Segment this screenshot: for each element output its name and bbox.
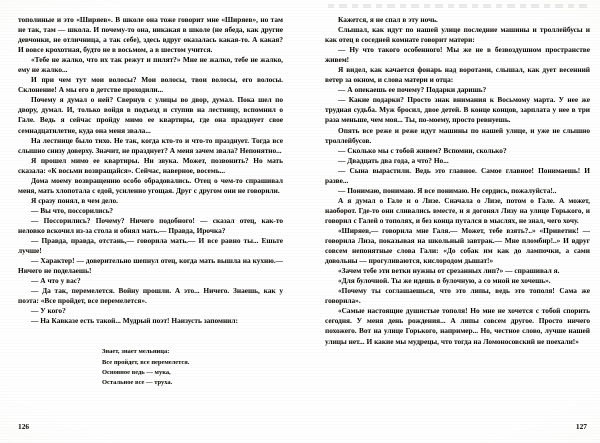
verse-line: Знает, знает мельница:	[102, 348, 170, 356]
paragraph: На лестнице было тихо. Не так, когда кто-то и что-то празднует. Тогда все слышно снизу доверху. Значит, не празднует? А меня зачем звала? Непонятно...	[18, 135, 283, 155]
right-page-text-column	[325, 15, 590, 347]
page-number-left: 126	[18, 422, 30, 431]
paragraph: Кажется, я не спал в эту ночь.	[338, 15, 438, 24]
paragraph: Я сразу понял, в чем дело.	[31, 195, 118, 205]
paragraph: «Тебе не жалко, что их так режут и пилят?» Мне не жалко, тебе не жалко, ему не жалко...	[18, 55, 283, 75]
paragraph: Дома моему возвращению особо обрадовались. Отец о чем-то спрашивал меня, мать хлопотала с едой, усиленно угощая. Друг с другом они не говорили.	[18, 175, 283, 195]
page-number-right: 127	[575, 422, 587, 431]
verse-line: Все пройдет, все перемелется.	[102, 358, 190, 366]
paragraph: Почему я думал о ней? Свернув с улицы во двор, думал. Пока шел по двору, думал. И, только войдя в подъезд и ступив на лестницу, вспомнил о Гале. Ведь я сейчас пройду мимо ее квартиры, где она празднует свое семнадцатилетие, куда она меня звала...	[18, 95, 283, 135]
dialogue-line: — Правда, правда, отстань,— говорила мать.— И все равно ты... Ешьте лучше!	[18, 236, 283, 256]
dialogue-line: — Понимаю, понимаю. Я все понимаю. Не сердись, пожалуйста!..	[338, 185, 557, 195]
left-page-text-column	[18, 15, 283, 389]
paragraph: «Зачем тебе эти ветки нужны от срезанных лип?» — спрашивал я.	[338, 266, 560, 276]
paragraph: И при чем тут мои волосы? Мои волосы, твои волосы, его волосы. Склонение! А мы его в детстве проходили...	[18, 75, 283, 95]
paragraph: тополиные и это «Ширяев». В школе она тоже говорит мне «Ширяев», но там не так, там — школа. И почему-то она, никакая в школе (не ябеда, как другие девчонки, не отличница, а так себе), здесь вдруг оказалась какая-то. А какая? И вовсе крохотная, будто не в восьмом, а в шестом учится.	[18, 15, 283, 55]
verse-line: Остальное все — труха.	[102, 379, 173, 387]
paragraph: «Почему ты соглашаешься, что это липы, ведь это тополя! Сама же говорила».	[325, 286, 590, 306]
paragraph: Я прошел мимо ее квартиры. Ни звука. Может, позвонить? Но мать сказала: «К восьми возвращайся». Сейчас, наверное, восемь...	[18, 155, 283, 175]
dialogue-line: — Двадцать два года, а что? Но...	[338, 155, 449, 165]
bleed-through-artifact	[328, 4, 588, 8]
paragraph: Я видел, как качается фонарь над воротами, слышал, как дует весенний ветер за окном, и слова матери и отца:	[325, 65, 590, 85]
paragraph: «Самые настоящие душистые тополя! Но мне не хочется с тобой спорить сегодня. У меня день рождения... А липы совсем другое. Просто ничего похожего. Вот на улице Горького, например... Но, честное слово, лучше нашей улицы нет... И какие мы мудрецы, что тогда на Ломоносовский не поехали!»	[325, 306, 590, 346]
dialogue-line: — А что у вас?	[31, 276, 81, 286]
dialogue-line: — Поссорились? Почему? Ничего подобного! — сказал отец, как-то неловко вскочил из-за стола и обнял мать.— Правда, Ирочка?	[18, 215, 283, 235]
paragraph: «Для булочной. Ты же идешь в булочную, а со мной не хочешь».	[338, 276, 551, 286]
dialogue-line: — На Кавказе есть такой... Мудрый поэт! Наизусть запомнил:	[31, 316, 238, 326]
dialogue-line: — У кого?	[31, 306, 66, 316]
right-page	[300, 0, 600, 443]
paragraph: «Ширяев,— говорила мне Галя.— Может, тебе взять?..» «Приветик! — говорила Лиза, показывая на школьный завтрак.— Мне пломбир!..» И вдруг совсем непонятные слова Гали: «До собак им как до лампочки, а сами довольны — прогуливаются, кислородом дышат!»	[325, 225, 590, 266]
dialogue-line: — Да так, перемелется. Войну прошли. А это... Ничего. Знаешь, как у поэта: «Все пройдет, все перемелется».	[18, 286, 283, 306]
dialogue-line: — Вы что, поссорились?	[31, 205, 114, 215]
paragraph: Опять все реже и реже идут машины по нашей улице, и уже не слышно троллейбусов.	[325, 125, 590, 145]
dialogue-line: — Характер! — доверительно шепнул отец, когда мать вышла на кухню.— Ничего не поделаешь!	[18, 256, 283, 276]
verse-line: Основное ведь — мука,	[102, 369, 171, 377]
dialogue-line: — Ну что такого особенного! Мы же не в безвоздушном пространстве живем!	[325, 45, 590, 65]
paragraph: А я думал о Гале и о Лизе. Сначала о Лизе, потом о Гале. А может, наоборот. Где-то они сливались вместе, и я догонял Лизу на улице Горького, и говорил с Галей о тополях, и без конца путался в мыслях, не знал, чего хочу.	[325, 195, 590, 225]
dialogue-line: — Какие подарки? Просто знак внимания к Восьмому марта. У нее же трудная судьба. Муж бросил, двое детей. В конце концов, зарплата у нее в три раза меньше, чем моя... Ты, по-моему, просто ревнуешь.	[325, 95, 590, 125]
verse-block	[18, 347, 283, 388]
dialogue-line: — А опекаешь ее почему? Подарки даришь?	[338, 85, 487, 95]
dialogue-line: — Сколько мы с тобой живем? Вспомни, сколько?	[338, 145, 507, 155]
paragraph: Слышал, как идут по нашей улице последние машины и троллейбусы и как отец в соседней комнате говорит матери:	[325, 25, 590, 45]
dialogue-line: — Сына вырастили. Ведь это главное. Самое главное! Понимаешь! И разве...	[325, 165, 590, 185]
